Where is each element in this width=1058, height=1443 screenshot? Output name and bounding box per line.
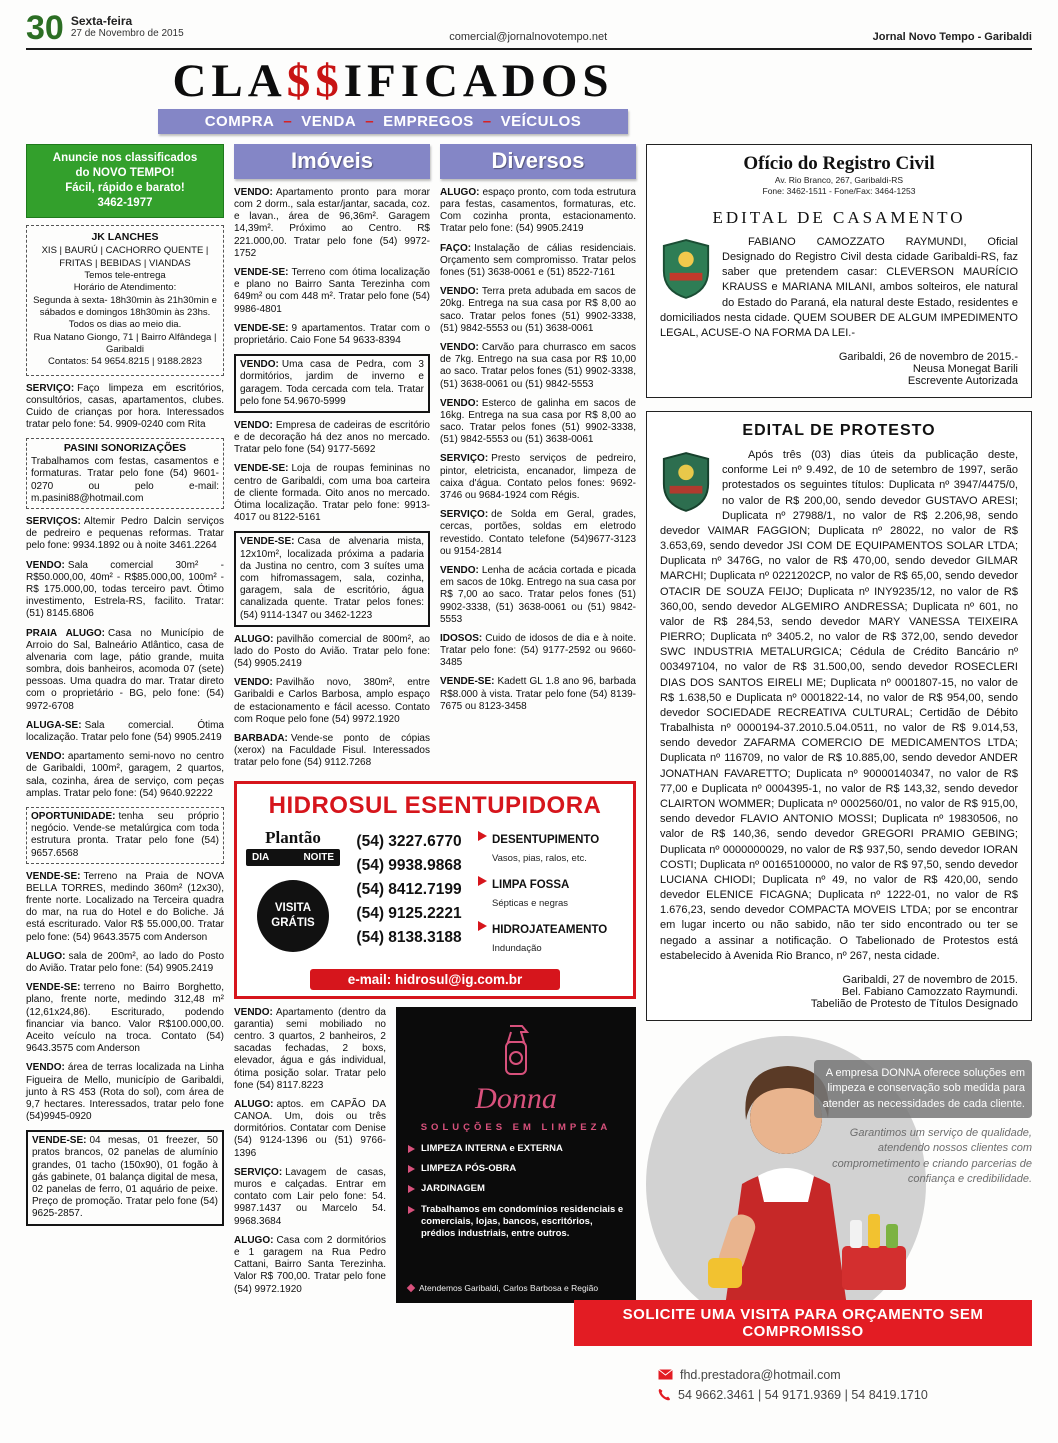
date-label: 27 de Novembro de 2015 [70, 28, 184, 39]
ad-lead: VENDE-SE: [26, 982, 81, 994]
ad-text: Instalação de cálias residenciais. Orçamento sem compromisso. Tratar pelos fones (51) 3638-0061 e (51) 8522-7161 [440, 242, 636, 279]
dia-noite-badge [246, 849, 340, 866]
classified-ad [234, 420, 430, 457]
categories-bar [158, 109, 628, 134]
classified-ad [26, 438, 224, 509]
classified-ad [440, 398, 636, 447]
arrow-right-icon [408, 1145, 415, 1153]
diversos-column [440, 144, 636, 777]
ad-lead: VENDO: [26, 751, 65, 763]
donna-ad-paragraph: Garantimos um serviço de qualidade, atendendo nossos clientes com comprometimento e criando parcerias de confiança e credibilidade. [832, 1127, 1032, 1186]
ad-lead: PRAIA ALUGO: [26, 627, 106, 639]
donna-tagline: SOLUÇÕES EM LIMPEZA [420, 1121, 612, 1133]
ad-lead: VENDO: [26, 1062, 65, 1074]
ad-lead: SERVIÇO: [26, 382, 75, 394]
imoveis-bottom-ads [234, 1007, 386, 1303]
donna-service-item [408, 1163, 624, 1175]
ad-lead: SERVIÇO: [234, 1166, 283, 1178]
donna-wordmark: Donna [475, 1081, 557, 1115]
ad-text: espaço pronto, com toda estrutura para festas, casamentos, formaturas, etc. Com cozinha pronta, estacionamento. Tratar pelo fone: (54) 9905.2419 [440, 186, 636, 235]
classified-ad [234, 733, 430, 770]
ad-text: Altemir Pedro Dalcin serviços de pedreiro e pequenas reformas. Tratar pelo fone: 9934.1892 ou à noite 3461.2264 [26, 516, 224, 552]
donna-black-ad [396, 1007, 636, 1303]
title-part: IFICADOS [343, 54, 614, 107]
classified-ad [26, 751, 224, 800]
classified-ad [26, 807, 224, 864]
signature-role: Escrevente Autorizada [907, 375, 1018, 388]
imoveis-header: Imóveis [234, 144, 430, 179]
ad-text: 04 mesas, 01 freezer, 50 pratos brancos, 02 panelas de alumínio grandes, 01 tacho (150x90), 01 fogão à gás gabinete, 01 balança digital de mesa, 02 panelas de ferro, 01 aquário de peixe. Preço de promoção. Tratar pelo fone (54) 9625-2857. [32, 1135, 218, 1220]
classified-ad [440, 633, 636, 670]
ad-text: Kadett GL 1.8 ano 96, barbada R$8.000 à vista. Tratar pelo fone (54) 8139-7675 ou 8123-3458 [440, 676, 636, 712]
title-dollar-signs: $$ [286, 54, 344, 107]
classified-ad [234, 354, 430, 413]
page-columns [26, 144, 1032, 1406]
ad-text: Apartamento pronto para morar com 2 dorm., sala estar/jantar, sacada, coz. e lavan., área de 96,36m². Garagem 14,39m². Próximo ao Centro. R$ 221.000,00. Tratar pelo fone (54) 9972-1752 [234, 186, 430, 259]
classified-ad [26, 871, 224, 944]
service-description: Sépticas e negras [492, 897, 569, 909]
classified-ad [234, 1007, 386, 1092]
ad-text: Pavilhão novo, 380m², entre Garibaldi e Carlos Barbosa, amplo espaço de estacionamento e fácil acesso. Contato com Roque pelo fone (54) 9972.1920 [234, 677, 430, 725]
registro-civil-title: Ofício do Registro Civil [743, 152, 935, 174]
edital-casamento-date: Garibaldi, 26 de novembro de 2015.- [838, 351, 1018, 364]
donna-service-text: LIMPEZA PÓS-OBRA [421, 1162, 517, 1174]
edital-protesto-title: EDITAL DE PROTESTO [742, 422, 936, 440]
classified-ad [440, 243, 636, 280]
service-item [478, 920, 624, 956]
hidrosul-title: HIDROSUL ESENTUPIDORA [268, 791, 602, 819]
column-left [26, 144, 224, 1233]
ad-text: tenha seu próprio negócio. Vende-se metalúrgica com toda estrutura pronta. Tratar pelo fone (54) 9657.6568 [31, 810, 219, 859]
arrow-right-icon [408, 1185, 415, 1193]
ad-text: terreno no Bairro Borghetto, plano, frente norte, medindo 312,48 m² (12,61x24,86). Escriturado, podendo financiar via banco. Valor R$100.000,00. Aceito veículo na troca. Contato (54) 9643.3575 com Anderson [26, 982, 224, 1055]
jk-lanches-ad [26, 225, 224, 376]
ad-lead: VENDO: [234, 677, 273, 689]
category-label: VEÍCULOS [500, 112, 582, 130]
diversos-header: Diversos [440, 144, 636, 179]
ad-lead: VENDO: [440, 397, 479, 409]
ad-text: Terreno na Praia de NOVA BELLA TORRES, medindo 360m² (12x30), frente norte. Localizado na Terceira quadra do mar, na rua do Hotel e do Boliche. Já está escriturado. Valor R$ 55.000,00. Tratar pelo fone: (54) 9643.3575 com Anderson [26, 870, 224, 943]
classified-ad [440, 187, 636, 236]
classified-ad [440, 676, 636, 713]
ad-text: Terreno com ótima localização e plano no Bairro Santa Terezinha com 649m² ou com 448 m². Tratar pelo fone (54) 9986-4801 [234, 267, 430, 315]
jk-lanches-lines [32, 245, 218, 368]
classified-ad [26, 1130, 224, 1225]
ad-text: Terra preta adubada em sacos de 20kg. Entrega na sua casa por R$ 8,00 ao saco. Tratar pelos fones (51) 9902-3338, (51) 9842-5553 ou (51) 3638-0061 [440, 286, 636, 334]
ad-text: Carvão para churrasco em sacos de 7kg. Entrego na sua casa por R$ 10,00 ao saco. Tratar pelos fones (51) 9902-3338, (51) 3638-0061 ou (51) 9842-5553 [440, 341, 636, 390]
classified-ad [234, 677, 430, 726]
ad-lead: VENDO: [234, 419, 273, 431]
ad-lead: SERVIÇOS: [26, 516, 81, 528]
plantao-label: Plantão [265, 827, 321, 847]
ad-text: Casa no Município de Arroio do Sal, Balneário Atlântico, casa de alvenaria com lage, pátio grande, muita sombra, dois banheiros, acomoda 07 (sete) pessoas. Uma quadra do mar. Tratar direto com o proprietário - BG, pelo fone: (54) 9972-6708 [26, 627, 224, 712]
ad-lead: VENDE-SE: [234, 322, 289, 334]
ad-text: Uma casa de Pedra, com 3 dormitórios, jardim de inverno e garagem. Toda cercada com tela. Tratar pelo fone 54.9670-5999 [240, 359, 424, 407]
donna-service-text: LIMPEZA INTERNA e EXTERNA [421, 1142, 563, 1154]
ad-lead: BARBADA: [234, 733, 288, 745]
classified-ad [26, 516, 224, 553]
ad-text: Lenha de acácia cortada e picada em sacos de 10kg. Entrego na sua casa por R$ 7,00 ao saco. Tratar pelos fones (51) 9902-3338, (51) 3638-0061 ou (51) 9842-5553 [440, 564, 636, 625]
registro-civil-phones: Fone: 3462-1511 - Fone/Fax: 3464-1253 [762, 186, 916, 197]
column-right [622, 144, 1032, 1406]
service-item [478, 875, 624, 911]
ad-lead: SERVIÇO: [440, 453, 489, 465]
promo-line: Anuncie nos classificados [52, 151, 198, 164]
jk-lanches-line: XIS | BAURÚ | CACHORRO QUENTE | FRITAS | BEBIDAS | VIANDAS [41, 245, 209, 269]
hidrosul-email-bar: e-mail: hidrosul@ig.com.br [310, 969, 559, 990]
donna-ad-copy [814, 1060, 1032, 1188]
hidrosul-ad [234, 781, 636, 999]
jk-lanches-line: Horário de Atendimento: [73, 282, 177, 294]
promo-line: do NOVO TEMPO! [75, 166, 175, 179]
phone-icon [658, 1388, 671, 1401]
ad-text: Sala comercial. Ótima localização. Tratar pelo fone (54) 9905.2419 [26, 719, 224, 744]
weekday-label: Sexta-feira [70, 14, 133, 28]
contact-email: comercial@jornalnovotempo.net [449, 30, 608, 43]
middle-columns [234, 144, 636, 1303]
ad-lead: FAÇO: [440, 242, 472, 254]
ad-text: de Solda em Geral, grades, cercas, portões, soldas em eletrodo revestido. Contato telefone (54)9677-3123 ou 9154-2814 [440, 509, 636, 557]
visita-gratis-badge: VISITA GRÁTIS [257, 880, 329, 952]
diamond-bullet-icon [407, 1283, 415, 1291]
classifieds-title [90, 54, 696, 107]
classifieds-masthead [90, 54, 696, 134]
jk-lanches-line: Contatos: 54 9654.8215 | 9188.2823 [47, 356, 203, 368]
donna-email: fhd.prestadora@hotmail.com [680, 1367, 841, 1382]
classified-ad [440, 342, 636, 391]
coat-of-arms-icon [660, 451, 712, 513]
classified-ad [234, 187, 430, 260]
category-label: VENDA [301, 112, 357, 130]
ad-text: aptos. em CAPÃO DA CANOA. Um, dois ou três dormitórios. Contatar com Denise (54) 9124-1396 ou (51) 9766-1396 [234, 1098, 386, 1159]
service-name: DESENTUPIMENTO [492, 833, 600, 846]
signature-name: Neusa Monegat Barili [912, 363, 1018, 376]
ad-lead: ALUGA-SE: [26, 719, 82, 731]
service-description: Vasos, pias, ralos, etc. [492, 852, 587, 864]
ad-text: Loja de roupas femininas no centro de Garibaldi, com uma boa carteira de cliente formada. Oito anos no mercado. Ótima localização. Tratar pelo fone: 9913-4017 ou 8122-5161 [234, 463, 430, 524]
classified-ad [26, 628, 224, 713]
phone-number: (54) 9125.2221 [356, 904, 462, 922]
arrow-right-icon [408, 1206, 415, 1214]
diversos-ads [440, 187, 636, 713]
ad-text: Casa de alvenaria mista, 12x10m², localizada próxima a padaria da Justina no centro, com 3 suítes uma com hifromassagem, sala, cozinha, garagem, sala de escritório, água canalizada quente. Tratar pelos fones: (54) 9114-1347 ou 3462-1223 [240, 536, 424, 621]
ad-lead: VENDO: [440, 286, 479, 298]
ad-lead: VENDE-SE: [240, 536, 295, 548]
donna-service-item [408, 1183, 624, 1195]
coat-of-arms-icon [660, 238, 712, 300]
donna-contacts [658, 1362, 928, 1402]
ad-text: Presto serviços de pedreiro, pintor, eletricista, encanador, limpeza de caixa d'água. Contato pelos fones: 9692-3746 ou 9684-1924 com Régis. [440, 453, 636, 502]
ad-text: Esterco de galinha em sacos de 16kg. Entrega na sua casa por R$ 8,00 ao saco. Tratar pelos fones (51) 9902-3338, (51) 9842-5553 ou (51) 3638-0061 [440, 397, 636, 446]
ad-text: Apartamento (dentro da garantia) semi mobiliado no centro. 3 quartos, 2 banheiros, 2 sacadas fechadas, 2 boxs, elevador, água e gás individual, ótima posição solar. Tratar pelo fone (54) 8117.8223 [234, 1006, 386, 1091]
classified-ad [440, 509, 636, 558]
jk-lanches-line: Todos os dias ao meio dia. [68, 319, 182, 331]
classified-ad [440, 565, 636, 626]
ad-text: apartamento semi-novo no centro de Garibaldi, 100m², garagem, 2 quartos, sala, cozinha, área de serviço, com peças amplas. Tratar pelo fone: (54) 9640.92222 [26, 751, 224, 799]
classified-ad [234, 1167, 386, 1228]
ad-lead: VENDO: [440, 341, 479, 353]
ad-text: Casa com 2 dormitórios e 1 garagem na Rua Pedro Cattani, Bairro Santa Terezinha. Valor R$ 700,00. Tratar pelo fone (54) 9972.1920 [234, 1234, 386, 1295]
arrow-right-icon [408, 1165, 415, 1173]
ad-lead: SERVIÇO: [440, 509, 489, 521]
signature-role: Tabelião de Protesto de Títulos Designado [810, 997, 1018, 1010]
classified-ad [234, 1235, 386, 1296]
signature-name: Bel. Fabiano Camozzato Raymundi. [841, 985, 1018, 998]
spray-bottle-icon [496, 1021, 536, 1079]
edital-casamento-body: FABIANO CAMOZZATO RAYMUNDI, Oficial Designado do Registro Civil desta cidade Garibaldi-RS, faz saber que pretendem casar: CLEVERSON MAURÍCIO KRAUSS e MARIANA MILANI, ambos solteiros, ele natural do Estado do Paraná, ela natural deste Estado, residentes e domiciliados nesta cidade. QUEM SOUBER DE ALGUM IMPEDIMENTO LEGAL, ACUSE-O NA FORMA DA LEI.- [660, 235, 1018, 339]
classified-ad [234, 1099, 386, 1160]
title-part: CLA [172, 54, 287, 107]
category-label: COMPRA [204, 112, 275, 130]
donna-phones: 54 9662.3461 | 54 9171.9369 | 54 8419.1710 [678, 1387, 928, 1402]
ad-lead: VENDO: [240, 359, 279, 371]
arrow-right-icon [478, 921, 487, 931]
classified-ad [26, 383, 224, 432]
ad-text: Empresa de cadeiras de escritório e de decoração há dez anos no mercado. Tratar pelo fone (54) 9177-5692 [234, 419, 430, 456]
hidrosul-services [478, 828, 624, 965]
ad-lead: VENDE-SE: [234, 267, 289, 279]
jk-lanches-line: Segunda à sexta- 18h30min às 21h30min e sábados e domingos 18h30min às 23hs. [33, 294, 217, 318]
announce-promo-box [26, 144, 224, 218]
classified-ad [26, 951, 224, 975]
donna-service-text: JARDINAGEM [421, 1183, 485, 1195]
imoveis-ads [234, 187, 430, 770]
classified-ad [26, 720, 224, 744]
page-number: 30 [26, 9, 64, 47]
ad-text: Vende-se ponto de cópias (xerox) na Faculdade Fisul. Interessados tratar pelo fone (54) 9112.7268 [234, 733, 430, 769]
ad-text: 9 apartamentos. Tratar com o proprietário. Caio Fone 54 9633-8394 [234, 322, 430, 346]
edital-protesto-body: Após três (03) dias úteis da publicação deste, conforme Lei nº 9.492, de 10 de setembro de 1997, serão protestados os seguintes títulos: Duplicata nº 3947/4475/0, no valor de R$ 200,00, sendo devedor GUSTAVO ARESI; Duplicata nº 27988/1, no valor de R$ 2.206,98, sendo devedor VAIMAR FAGGION; Duplicata nº 28022, no valor de R$ 3.653,69, sendo devedor JSI COM DE EQUIPAMENTOS SOLAR LTDA; Duplicata nº 3476G, no valor de R$ 470,00, sendo devedor GILMAR MARCHI; Duplicata nº 0221202CP, no valor de R$ 65,00, sendo devedor OTACIR DE SOUZA FEIJO; Duplicata nº INY9235/12, no valor de R$ 360,00, sendo devedor ALGEMIRO ANDRESSA; Duplicata nº 601, no valor de R$ 284,53, sendo devedor MARY VANESSA TEIXEIRA PIERRO; Duplicata nº 3405.2, no valor de R$ 372,00, sendo devedor SWC INDUSTRIA METALURGICA; Cédula de Crédito Bancário nº 003497104, no valor de R$ 31.500,00, sendo devedor ROSECLERI DIAS DOS SANTOS EIRELI ME; Duplicata nº 0001807-15, no valor de R$ 1.638,50 e Duplicata nº 0001822-14, no valor de R$ 954,00, sendo devedor SOCIEDADE RECREATIVA CULTURAL; Certidão de Débito Trabalhista nº 0000194-37.2010.5.04.0511, no valor de R$ 9.014,53, sendo devedor ZAFARMA COMERCIO DE MEDICAMENTOS LTDA; Duplicata nº 116709, no valor de R$ 10.885,00, sendo devedor ANDER JONATHAN FAVARETTO; Duplicata nº 90000140347, no valor de R$ 77,00 e Duplicata nº 0004395-1, no valor de R$ 143,32, sendo devedor CLAIRTON WOMMER; Duplicata nº 0002560/01, no valor de R$ 915,00, sendo devedor FLAVIO ANTONIO MOSSI; Duplicata nº 19830506, no valor de R$ 140,36, sendo devedor GREGORI PRAMIO GEBING; Duplicata nº 0000000029, no valor de R$ 937,50, sendo devedor IORAN COSTI; Duplicata nº 00165100000, no valor de R$ 97,50, sendo devedor LUCIANA CHIODI; Duplicata nº 49, no valor de R$ 420,00, sendo devedor ELENICE FICAGNA; Duplicata nº 1222-01, no valor de R$ 1.676,23, sendo devedor COMPACTA MOVEIS LTDA; por se encontrar em lugar incerto ou não sabido, não ter sido encontrado ou ter se negado a assinar a notificação. O Tabelionado de Protestos está estabelecido à Avenida Rio Branco, nº 267, nesta cidade. [660, 449, 1018, 962]
classified-ad [234, 634, 430, 671]
separator-dash: – [482, 112, 492, 130]
service-item [478, 830, 624, 866]
donna-service-item [408, 1143, 624, 1155]
envelope-icon [658, 1369, 673, 1380]
donna-coverage-note [408, 1283, 624, 1293]
ad-lead: VENDO: [234, 186, 273, 198]
jk-lanches-title: JK LANCHES [91, 230, 159, 243]
ad-lead: ALUGO: [234, 1234, 274, 1246]
promo-line: Fácil, rápido e barato! [65, 181, 185, 194]
page-header [26, 9, 1032, 50]
jk-lanches-line: Temos tele-entrega [84, 269, 166, 281]
ad-lead: IDOSOS: [440, 632, 483, 644]
ad-text: área de terras localizada na Linha Figueira de Mello, município de Garibaldi, junto à RS 453 (Rota do sol), com área de 9,7 hectares. Interessados, tratar pelo fone (54)9945-0920 [26, 1062, 224, 1123]
ad-text: pavilhão comercial de 800m², ao lado do Posto do Avião. Tratar pelo fone: (54) 9905.2419 [234, 633, 430, 670]
ad-lead: ALUGO: [440, 186, 480, 198]
promo-line: 3462-1977 [97, 196, 153, 209]
arrow-right-icon [478, 876, 487, 886]
classified-ad [26, 560, 224, 621]
ad-text: Faço limpeza em escritórios, consultórios, casas, apartamentos, clubes. Cuido de crianças por hora. Interessados tratar pelo fone: 54. 9909-0240 com Rita [26, 382, 224, 431]
phone-number: (54) 8138.3188 [356, 928, 462, 946]
donna-ad-paragraph: A empresa DONNA oferece soluções em limpeza e conservação sob medida para atender as necessidades de cada cliente. [814, 1060, 1032, 1118]
hidrosul-phones [346, 828, 472, 965]
classified-ad [440, 453, 636, 502]
ad-lead: VENDE-SE: [26, 870, 81, 882]
edital-protesto-date: Garibaldi, 27 de novembro de 2015. [842, 973, 1018, 986]
jk-lanches-line: Rua Natano Giongo, 71 | Bairro Alfândega | Garibaldi [33, 331, 217, 356]
newspaper-name: Jornal Novo Tempo - Garibaldi [872, 30, 1032, 43]
ad-lead: OPORTUNIDADE: [31, 810, 116, 822]
ad-text: Trabalhamos com festas, casamentos e formaturas. Tratar pelo fone (54) 9601-0270 ou pelo e-mail: m.pasini88@hotmail.com [31, 456, 219, 504]
separator-dash: – [283, 112, 293, 130]
ad-lead: VENDE-SE: [440, 676, 495, 688]
edital-casamento-title: EDITAL DE CASAMENTO [712, 207, 966, 227]
donna-cta-banner: SOLICITE UMA VISITA PARA ORÇAMENTO SEM COMPROMISSO [574, 1300, 1032, 1346]
donna-service-list [408, 1143, 624, 1249]
phone-number: (54) 8412.7199 [356, 880, 462, 898]
ad-lead: VENDE-SE: [32, 1135, 87, 1147]
dia-label: DIA [252, 851, 270, 863]
ad-title: PASINI SONORIZAÇÕES [63, 442, 187, 455]
service-description: Indundação [492, 942, 542, 954]
ad-lead: VENDE-SE: [234, 463, 289, 475]
registro-civil-box [646, 144, 1032, 398]
arrow-right-icon [478, 831, 487, 841]
classified-ad [234, 531, 430, 626]
noite-label: NOITE [303, 851, 334, 863]
edital-protesto-box [646, 411, 1032, 1021]
separator-dash: – [365, 112, 375, 130]
registro-civil-address: Av. Rio Branco, 267, Garibaldi-RS [774, 174, 904, 185]
imoveis-column [234, 144, 430, 777]
ad-text: Lavagem de casas, muros e calçadas. Entrar em contato com Lair pelo fone: 54. 9987.1437 ou Marcelo 54. 9968.3684 [234, 1166, 386, 1227]
classified-ad [234, 463, 430, 524]
classified-ad [26, 982, 224, 1055]
ad-text: Sala comercial 30m² - R$50.000,00, 40m² - R$85.000,00, 100m² - R$ 175.000,00, todas terceiro pavt. Ótimo investimento, Estrela-RS, facilito. Tratar: (51) 8145.6806 [26, 559, 224, 620]
ad-text: Cuido de idosos de dia e à noite. Tratar pelo fone: (54) 9177-2592 ou 9660-3485 [440, 632, 636, 669]
donna-logo [408, 1021, 624, 1133]
service-name: LIMPA FOSSA [492, 878, 570, 891]
classified-ad [26, 1062, 224, 1123]
phone-number: (54) 9938.9868 [356, 856, 462, 874]
ad-lead: VENDO: [26, 559, 65, 571]
left-column-ads [26, 383, 224, 1226]
ad-lead: ALUGO: [234, 633, 274, 645]
donna-coverage-text: Atendemos Garibaldi, Carlos Barbosa e Região [419, 1282, 599, 1293]
donna-service-text: Trabalhamos em condomínios residenciais e comerciais, lojas, bancos, escritórios, prédios industriais, entre outros. [421, 1203, 624, 1240]
ad-text: sala de 200m², ao lado do Posto do Avião. Tratar pelo fone: (54) 9905.2419 [26, 950, 224, 975]
ad-lead: ALUGO: [26, 950, 66, 962]
classified-ad [234, 267, 430, 316]
service-name: HIDROJATEAMENTO [492, 923, 608, 936]
ad-lead: VENDO: [234, 1006, 273, 1018]
ad-lead: VENDO: [440, 564, 479, 576]
ad-lead: ALUGO: [234, 1098, 274, 1110]
donna-photo-ad [622, 1034, 1032, 1406]
phone-number: (54) 3227.6770 [356, 832, 462, 850]
classified-ad [234, 323, 430, 347]
classified-ad [440, 286, 636, 335]
category-label: EMPREGOS [383, 112, 474, 130]
donna-service-item [408, 1204, 624, 1241]
